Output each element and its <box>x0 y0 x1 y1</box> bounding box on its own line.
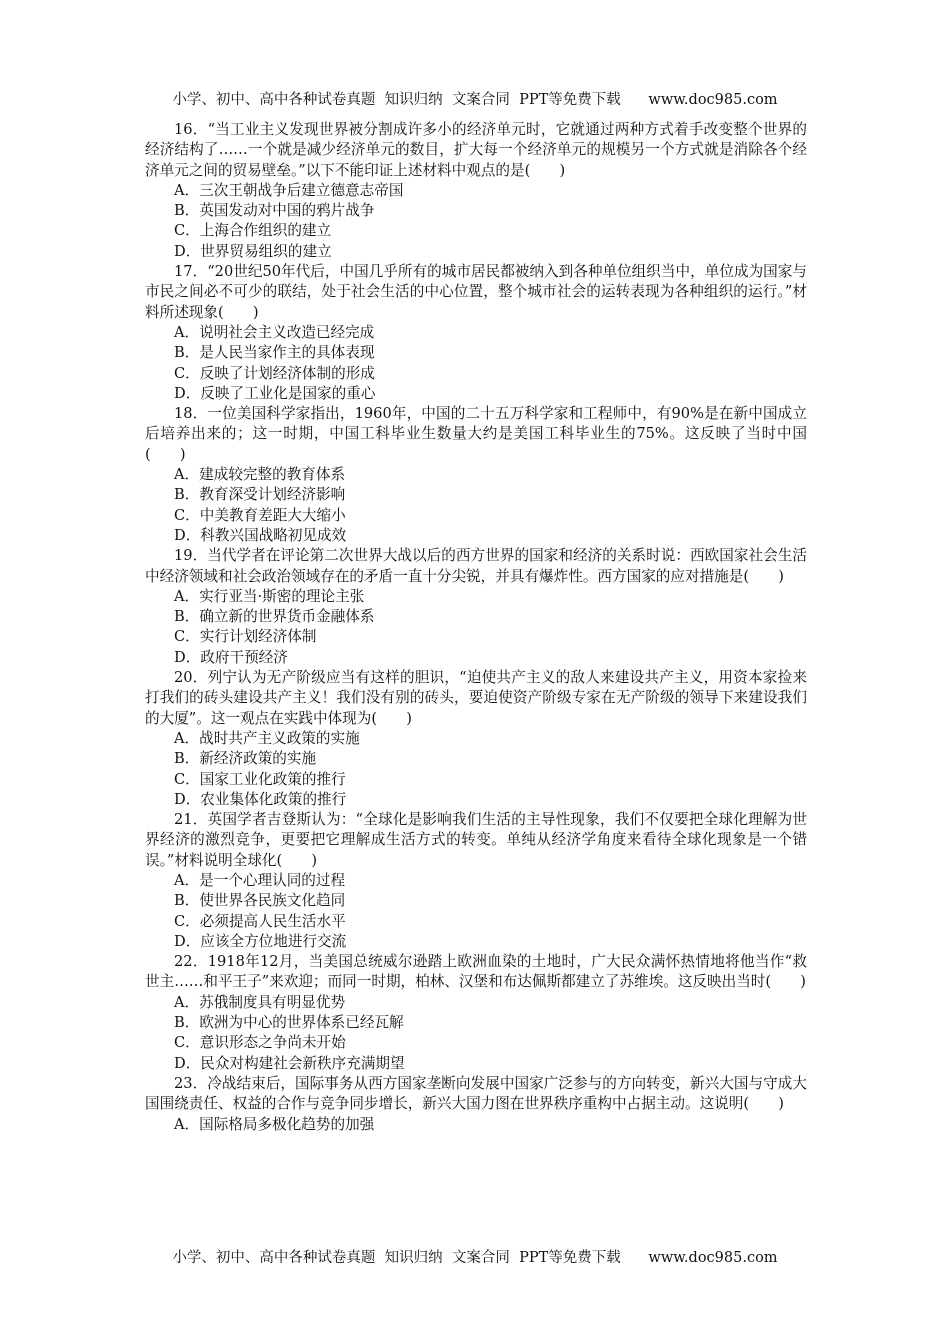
option-d: D．世界贸易组织的建立 <box>174 242 332 260</box>
option-b: B．确立新的世界货币金融体系 <box>174 608 375 626</box>
option-a: A．国际格局多极化趋势的加强 <box>174 1115 375 1133</box>
question-stem: 19．当代学者在评论第二次世界大战以后的西方世界的国家和经济的关系时说：西欧国家社会生活中经济领域和社会政治领域存在的矛盾一直十分尖锐，并具有爆炸性。西方国家的应对措施是( ) <box>145 547 807 585</box>
question-22 <box>145 952 807 1074</box>
option-c: C．实行计划经济体制 <box>174 628 317 646</box>
page-header: 小学、初中、高中各种试卷真题 知识归纳 文案合同 PPT等免费下载 www.doc985.com <box>172 92 778 108</box>
option-d: D．政府干预经济 <box>174 648 288 666</box>
question-23 <box>145 1074 807 1135</box>
option-c: C．意识形态之争尚未开始 <box>174 1034 346 1052</box>
option-a: A．苏俄制度具有明显优势 <box>174 993 346 1011</box>
question-stem: 17．“20世纪50年代后，中国几乎所有的城市居民都被纳入到各种单位组织当中，单位成为国家与市民之间必不可少的联结，处于社会生活的中心位置，整个城市社会的运转表现为各种组织的运行。”材料所述现象( ) <box>145 263 807 321</box>
option-c: C．国家工业化政策的推行 <box>174 770 346 788</box>
question-21 <box>145 810 807 952</box>
option-a: A．建成较完整的教育体系 <box>174 466 346 484</box>
question-stem: 18．一位美国科学家指出，1960年，中国的二十五万科学家和工程师中，有90%是在新中国成立后培养出来的；这一时期，中国工科毕业生数量大约是美国工科毕业生的75%。这反映了当时中国( ) <box>145 405 807 463</box>
option-c: C．上海合作组织的建立 <box>174 222 332 240</box>
option-b: B．新经济政策的实施 <box>174 750 317 768</box>
question-17 <box>145 262 807 404</box>
option-b: B．是人民当家作主的具体表现 <box>174 344 375 362</box>
question-18 <box>145 404 807 546</box>
question-list <box>145 120 807 1135</box>
question-20 <box>145 668 807 810</box>
option-b: B．欧洲为中心的世界体系已经瓦解 <box>174 1014 404 1032</box>
option-a: A．说明社会主义改造已经完成 <box>174 323 375 341</box>
option-b: B．英国发动对中国的鸦片战争 <box>174 202 375 220</box>
option-d: D．农业集体化政策的推行 <box>174 790 347 808</box>
option-a: A．实行亚当·斯密的理论主张 <box>174 587 365 605</box>
option-c: C．中美教育差距大大缩小 <box>174 506 346 524</box>
question-16 <box>145 120 807 262</box>
option-c: C．必须提高人民生活水平 <box>174 912 346 930</box>
question-stem: 23．冷战结束后，国际事务从西方国家垄断向发展中国家广泛参与的方向转变，新兴大国与守成大国围绕责任、权益的合作与竞争同步增长，新兴大国力图在世界秩序重构中占据主动。这说明( ) <box>145 1074 807 1113</box>
option-a: A．三次王朝战争后建立德意志帝国 <box>174 181 404 199</box>
option-a: A．战时共产主义政策的实施 <box>174 729 360 747</box>
option-a: A．是一个心理认同的过程 <box>174 871 346 889</box>
question-stem: 20．列宁认为无产阶级应当有这样的胆识，“迫使共产主义的敌人来建设共产主义，用资本家捡来打我们的砖头建设共产主义！我们没有别的砖头，要迫使资产阶级专家在无产阶级的领导下来建设我们的大厦”。这一观点在实践中体现为( ) <box>145 669 807 727</box>
option-d: D．民众对构建社会新秩序充满期望 <box>174 1054 405 1072</box>
page-footer: 小学、初中、高中各种试卷真题 知识归纳 文案合同 PPT等免费下载 www.doc985.com <box>172 1250 778 1266</box>
option-c: C．反映了计划经济体制的形成 <box>174 364 375 382</box>
option-b: B．使世界各民族文化趋同 <box>174 892 346 910</box>
question-stem: 22．1918年12月，当美国总统威尔逊踏上欧洲血染的土地时，广大民众满怀热情地将他当作“救世主……和平王子”来欢迎；而同一时期，柏林、汉堡和布达佩斯都建立了苏维埃。这反映出当时( ) <box>145 953 807 991</box>
option-d: D．应该全方位地进行交流 <box>174 932 347 950</box>
option-d: D．反映了工业化是国家的重心 <box>174 384 376 402</box>
question-19 <box>145 546 807 668</box>
option-b: B．教育深受计划经济影响 <box>174 486 346 504</box>
question-stem: 16．“当工业主义发现世界被分割成许多小的经济单元时，它就通过两种方式着手改变整个世界的经济结构了……一个就是减少经济单元的数目，扩大每一个经济单元的规模另一个方式就是消除各个经济单元之间的贸易壁垒。”以下不能印证上述材料中观点的是( ) <box>145 121 807 179</box>
option-d: D．科教兴国战略初见成效 <box>174 526 347 544</box>
question-stem: 21．英国学者吉登斯认为：“全球化是影响我们生活的主导性现象，我们不仅要把全球化理解为世界经济的激烈竞争，更要把它理解成生活方式的转变。单纯从经济学角度来看待全球化现象是一个错误。”材料说明全球化( ) <box>145 811 807 869</box>
